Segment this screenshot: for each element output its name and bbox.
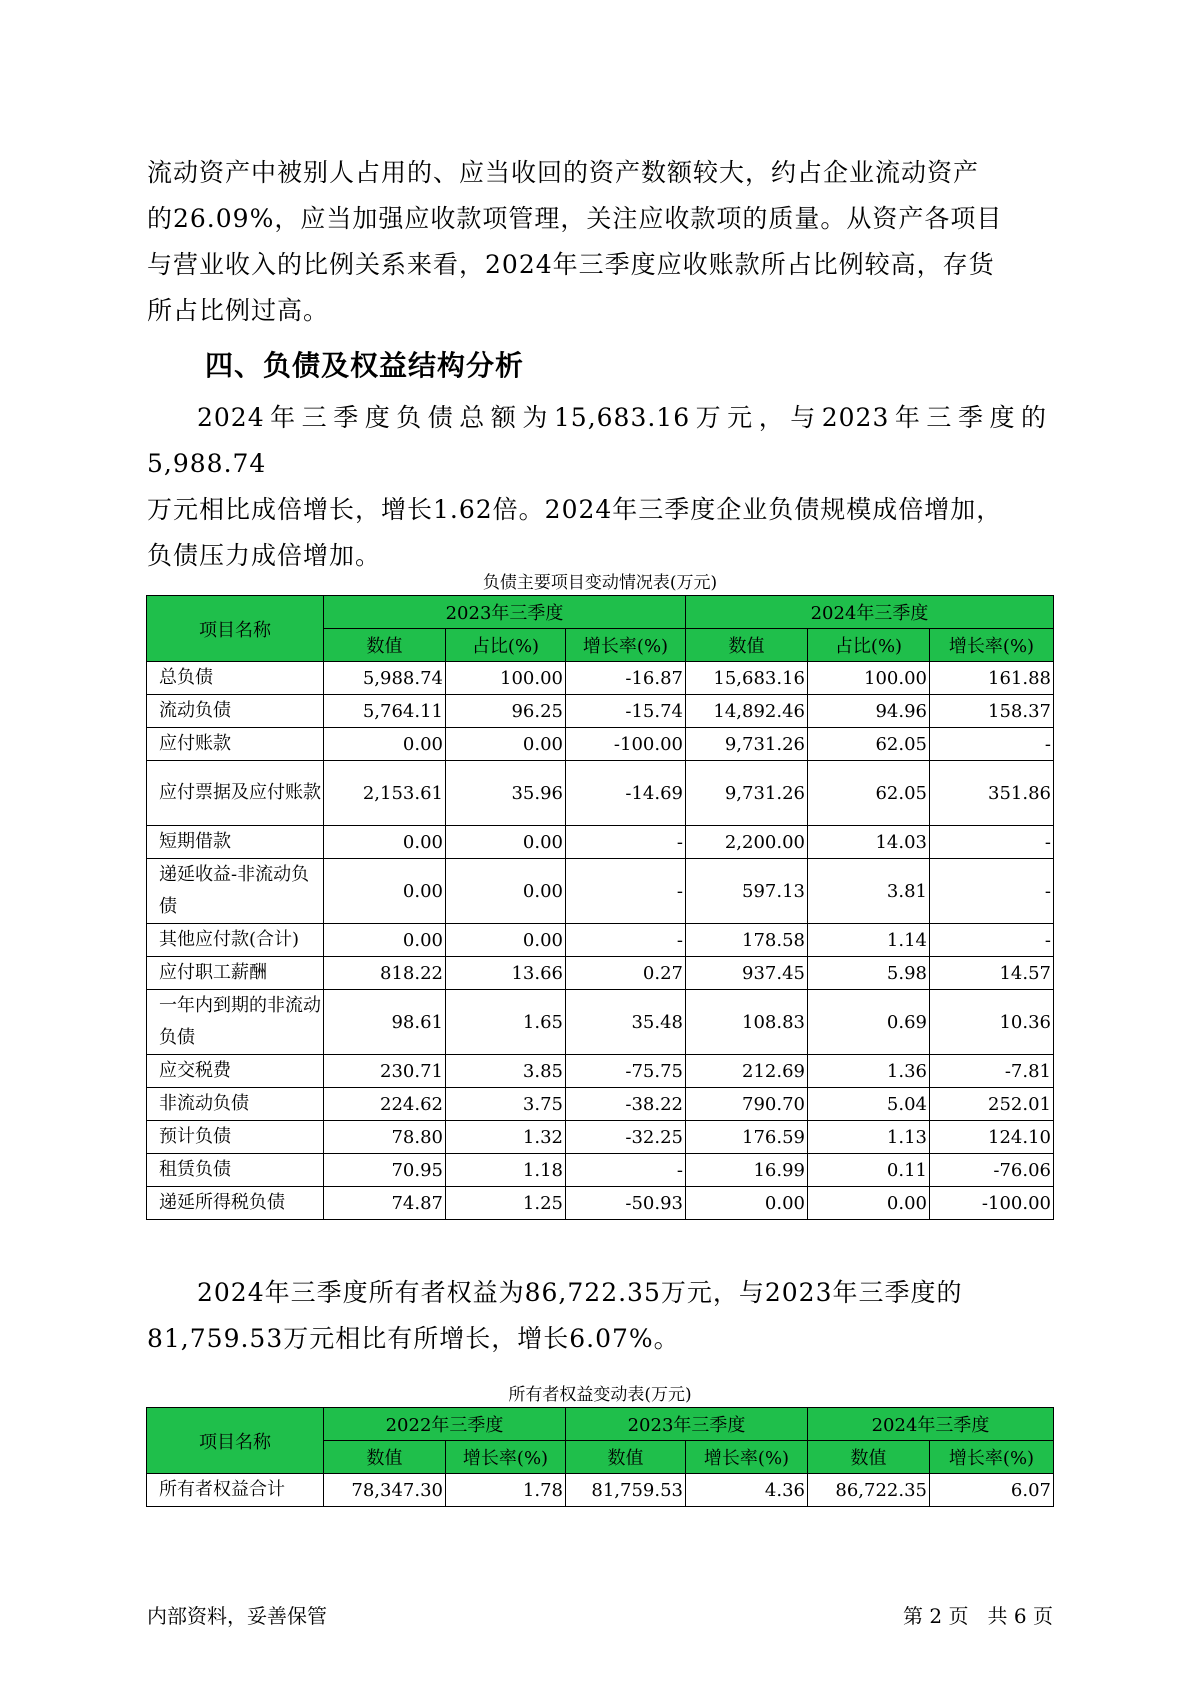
table-cell: 937.45	[686, 957, 808, 990]
header-item-name: 项目名称	[147, 596, 324, 662]
table-cell: 1.32	[446, 1121, 566, 1154]
table-cell: 62.05	[808, 728, 930, 761]
table-cell: -50.93	[566, 1187, 686, 1220]
header-period-2023: 2023年三季度	[324, 596, 686, 629]
table-cell: 98.61	[324, 990, 446, 1055]
table-cell: 178.58	[686, 924, 808, 957]
table-row	[147, 1154, 1054, 1187]
table-cell: 74.87	[324, 1187, 446, 1220]
table-cell: -	[930, 826, 1054, 859]
equity-summary-paragraph	[147, 1270, 1047, 1362]
table-cell: 16.99	[686, 1154, 808, 1187]
table-cell: 212.69	[686, 1055, 808, 1088]
row-label: 总负债	[147, 662, 324, 695]
row-label: 其他应付款(合计)	[147, 924, 324, 957]
table-cell: 230.71	[324, 1055, 446, 1088]
table-cell: 351.86	[930, 761, 1054, 826]
header-sub: 增长率(%)	[930, 1441, 1054, 1474]
header-sub: 数值	[324, 629, 446, 662]
header-sub: 占比(%)	[808, 629, 930, 662]
table-cell: 0.00	[808, 1187, 930, 1220]
table-cell: 14.57	[930, 957, 1054, 990]
table-cell: 1.25	[446, 1187, 566, 1220]
header-period-2024: 2024年三季度	[686, 596, 1054, 629]
table-cell: 224.62	[324, 1088, 446, 1121]
table-cell: 0.11	[808, 1154, 930, 1187]
table-cell: -14.69	[566, 761, 686, 826]
table-cell: 252.01	[930, 1088, 1054, 1121]
table-cell: 81,759.53	[566, 1474, 686, 1507]
table-cell: 3.75	[446, 1088, 566, 1121]
equity-table	[146, 1407, 1054, 1507]
header-sub: 增长率(%)	[566, 629, 686, 662]
row-label: 一年内到期的非流动负债	[147, 990, 324, 1055]
row-label: 非流动负债	[147, 1088, 324, 1121]
table-cell: -	[930, 924, 1054, 957]
table-cell: -	[566, 1154, 686, 1187]
header-item-name: 项目名称	[147, 1408, 324, 1474]
row-label: 应付职工薪酬	[147, 957, 324, 990]
header-sub: 数值	[324, 1441, 446, 1474]
table-cell: -7.81	[930, 1055, 1054, 1088]
table-cell: 0.00	[446, 826, 566, 859]
table-cell: -	[930, 859, 1054, 924]
table-cell: 9,731.26	[686, 761, 808, 826]
table-cell: 0.00	[324, 859, 446, 924]
table-cell: 1.13	[808, 1121, 930, 1154]
table-cell: -	[930, 728, 1054, 761]
paragraph-line: 所占比例过高。	[147, 296, 330, 325]
row-label: 租赁负债	[147, 1154, 324, 1187]
table-row	[147, 826, 1054, 859]
header-period-2023: 2023年三季度	[566, 1408, 808, 1441]
table-cell: 2,153.61	[324, 761, 446, 826]
row-label: 递延收益-非流动负债	[147, 859, 324, 924]
table-cell: 78.80	[324, 1121, 446, 1154]
table-cell: -15.74	[566, 695, 686, 728]
header-sub: 占比(%)	[446, 629, 566, 662]
paragraph-line: 与营业收入的比例关系来看，2024年三季度应收账款所占比例较高，存货	[147, 250, 995, 279]
table-cell: 14.03	[808, 826, 930, 859]
table-cell: 70.95	[324, 1154, 446, 1187]
paragraph-line: 2024年三季度负债总额为15,683.16万元，与2023年三季度的5,988.74	[147, 403, 1047, 478]
equity-table-caption: 所有者权益变动表(万元)	[508, 1385, 692, 1405]
table-cell: 597.13	[686, 859, 808, 924]
header-sub: 增长率(%)	[446, 1441, 566, 1474]
footer-page-number: 第 2 页 共 6 页	[903, 1604, 1053, 1628]
row-label: 所有者权益合计	[147, 1474, 324, 1507]
table-cell: 0.69	[808, 990, 930, 1055]
table-row	[147, 1088, 1054, 1121]
table-cell: 0.00	[324, 826, 446, 859]
header-sub: 增长率(%)	[930, 629, 1054, 662]
table-cell: 10.36	[930, 990, 1054, 1055]
header-period-2024: 2024年三季度	[808, 1408, 1054, 1441]
header-period-2022: 2022年三季度	[324, 1408, 566, 1441]
table-row	[147, 761, 1054, 826]
table-cell: 176.59	[686, 1121, 808, 1154]
table-cell: -38.22	[566, 1088, 686, 1121]
table-cell: 1.78	[446, 1474, 566, 1507]
debt-table-caption: 负债主要项目变动情况表(万元)	[482, 573, 718, 593]
row-label: 应付账款	[147, 728, 324, 761]
table-row	[147, 1055, 1054, 1088]
table-cell: 0.27	[566, 957, 686, 990]
table-cell: -	[566, 826, 686, 859]
table-row	[147, 1474, 1054, 1507]
table-cell: -75.75	[566, 1055, 686, 1088]
header-sub: 数值	[808, 1441, 930, 1474]
paragraph-line: 2024年三季度所有者权益为86,722.35万元，与2023年三季度的	[197, 1278, 963, 1307]
paragraph-line: 负债压力成倍增加。	[147, 541, 382, 570]
table-cell: 86,722.35	[808, 1474, 930, 1507]
table-row	[147, 662, 1054, 695]
table-cell: 78,347.30	[324, 1474, 446, 1507]
table-cell: 100.00	[446, 662, 566, 695]
table-cell: 5.04	[808, 1088, 930, 1121]
table-cell: 790.70	[686, 1088, 808, 1121]
table-cell: 13.66	[446, 957, 566, 990]
table-cell: 15,683.16	[686, 662, 808, 695]
row-label: 流动负债	[147, 695, 324, 728]
row-label: 应交税费	[147, 1055, 324, 1088]
table-cell: 5,764.11	[324, 695, 446, 728]
paragraph-line: 流动资产中被别人占用的、应当收回的资产数额较大，约占企业流动资产	[147, 158, 980, 187]
intro-paragraph	[147, 150, 1047, 334]
table-cell: 35.96	[446, 761, 566, 826]
paragraph-line: 的26.09%，应当加强应收款项管理，关注应收款项的质量。从资产各项目	[147, 204, 1003, 233]
table-cell: 1.65	[446, 990, 566, 1055]
table-cell: 0.00	[324, 728, 446, 761]
table-cell: -100.00	[930, 1187, 1054, 1220]
table-cell: 0.00	[446, 859, 566, 924]
row-label: 短期借款	[147, 826, 324, 859]
table-cell: 1.14	[808, 924, 930, 957]
table-row	[147, 695, 1054, 728]
table-cell: 14,892.46	[686, 695, 808, 728]
table-cell: 0.00	[324, 924, 446, 957]
table-cell: 0.00	[686, 1187, 808, 1220]
table-cell: 2,200.00	[686, 826, 808, 859]
footer-left: 内部资料，妥善保管	[147, 1604, 327, 1628]
table-cell: 1.36	[808, 1055, 930, 1088]
table-cell: -	[566, 924, 686, 957]
table-cell: 94.96	[808, 695, 930, 728]
debt-table	[146, 595, 1054, 1220]
table-cell: 161.88	[930, 662, 1054, 695]
debt-summary-paragraph	[147, 395, 1047, 579]
table-cell: 6.07	[930, 1474, 1054, 1507]
table-cell: 158.37	[930, 695, 1054, 728]
table-cell: 5.98	[808, 957, 930, 990]
row-label: 预计负债	[147, 1121, 324, 1154]
table-row	[147, 859, 1054, 924]
section-heading: 四、负债及权益结构分析	[205, 349, 525, 382]
table-row	[147, 924, 1054, 957]
table-cell: 96.25	[446, 695, 566, 728]
table-cell: -100.00	[566, 728, 686, 761]
paragraph-line: 万元相比成倍增长，增长1.62倍。2024年三季度企业负债规模成倍增加，	[147, 495, 1003, 524]
table-cell: -76.06	[930, 1154, 1054, 1187]
header-sub: 数值	[566, 1441, 686, 1474]
table-cell: 4.36	[686, 1474, 808, 1507]
header-sub: 数值	[686, 629, 808, 662]
table-row	[147, 1187, 1054, 1220]
table-cell: 0.00	[446, 924, 566, 957]
table-cell: 100.00	[808, 662, 930, 695]
table-cell: 1.18	[446, 1154, 566, 1187]
table-row	[147, 728, 1054, 761]
table-cell: 3.85	[446, 1055, 566, 1088]
paragraph-line: 81,759.53万元相比有所增长，增长6.07%。	[147, 1324, 680, 1353]
header-sub: 增长率(%)	[686, 1441, 808, 1474]
table-cell: 62.05	[808, 761, 930, 826]
table-cell: 818.22	[324, 957, 446, 990]
table-cell: 124.10	[930, 1121, 1054, 1154]
table-cell: -16.87	[566, 662, 686, 695]
table-row	[147, 957, 1054, 990]
row-label: 应付票据及应付账款	[147, 761, 324, 826]
table-cell: 0.00	[446, 728, 566, 761]
table-cell: -	[566, 859, 686, 924]
table-row	[147, 990, 1054, 1055]
table-row	[147, 1121, 1054, 1154]
table-cell: -32.25	[566, 1121, 686, 1154]
table-cell: 108.83	[686, 990, 808, 1055]
table-cell: 35.48	[566, 990, 686, 1055]
row-label: 递延所得税负债	[147, 1187, 324, 1220]
table-cell: 5,988.74	[324, 662, 446, 695]
table-cell: 3.81	[808, 859, 930, 924]
table-cell: 9,731.26	[686, 728, 808, 761]
